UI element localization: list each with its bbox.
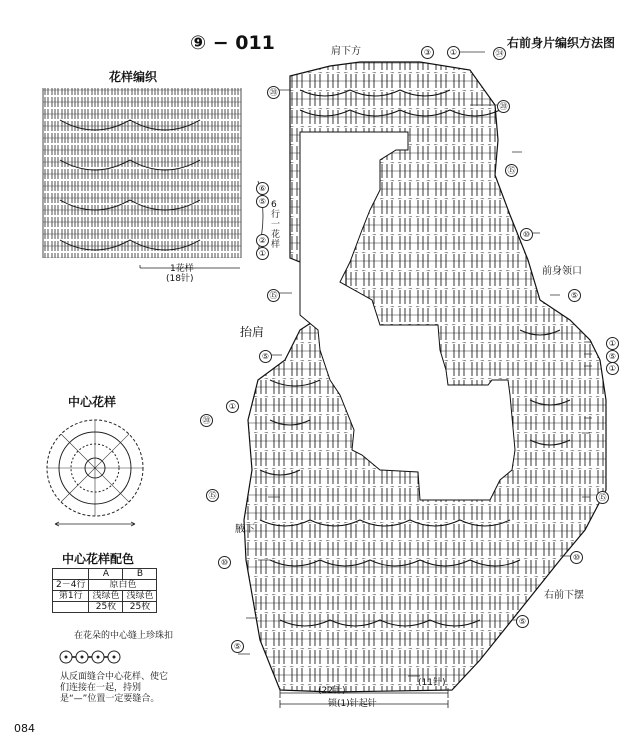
row-marker: ⑤ [606,350,619,363]
swatch-row-marker: ⑥ [256,182,269,195]
row-marker: ⑩ [520,228,533,241]
row-marker: ① [226,400,239,413]
col-b-header: B [123,569,157,580]
flower-row [60,651,120,663]
swatch-row-marker: ⑤ [256,195,269,208]
motif-color-title: 中心花样配色 [62,552,135,566]
row2-a: 浅绿色 [89,591,123,602]
row-marker: ③ [421,46,434,59]
width-22-label: (22针) [318,686,346,696]
cast-on-label: 锁(1)针起针 [328,699,377,709]
page-number: 084 [14,722,35,735]
swatch-row-marker: ① [256,247,269,260]
front-hem-label: 右前下摆 [544,590,584,601]
motif-color-table [52,568,157,613]
col-a-header: A [89,569,123,580]
row-marker: ⑮ [267,289,280,302]
row-marker: ⑤ [259,350,272,363]
center-motif-diagram [47,420,143,516]
row-marker: ⑮ [596,491,609,504]
row-marker: ⑳ [497,100,510,113]
swatch-repeat-bottom: 1花样 [170,264,194,274]
width-11-label: (11针) [418,678,446,688]
row-marker: ① [447,46,460,59]
row-marker: ⑳ [200,414,213,427]
row-marker: ⑮ [206,489,219,502]
row-marker: ⑩ [570,551,583,564]
swatch-chart [43,88,241,258]
underarm-label: 腋下 [235,524,255,535]
swatch-repeat-stitches: (18针) [166,274,194,284]
row-marker: ⑳ [267,86,280,99]
row-marker: ⑤ [516,615,529,628]
count-b: 25枚 [123,602,157,613]
row-marker: ㉔ [493,47,506,60]
row-marker: ① [606,337,619,350]
row1-value: 原白色 [89,580,157,591]
row-marker: ① [606,362,619,375]
row-marker: ⑤ [231,640,244,653]
swatch-title: 花样编织 [109,70,158,84]
row1-label: 2－4行 [53,580,89,591]
row-marker: ⑤ [568,289,581,302]
row2-label: 第1行 [53,591,89,602]
swatch-repeat-side: 6行一花样 [271,200,281,250]
center-motif-title: 中心花样 [68,395,117,409]
shoulder-label: 肩下方 [331,46,361,57]
right-front-title: 右前身片编织方法图 [507,36,616,50]
pearl-button-note: 在花朵的中心缝上珍珠扣 [74,631,174,641]
swatch-row-marker: ② [256,234,269,247]
raise-shoulder-label: 抬肩 [240,325,265,339]
count-a: 25枚 [89,602,123,613]
pattern-number: ⑨ − 011 [190,32,275,54]
row-marker: ⑮ [505,164,518,177]
neckline-label: 前身领口 [542,266,582,277]
row-marker: ⑩ [218,556,231,569]
row2-b: 浅绿色 [123,591,157,602]
sewing-note: 从反面缝合中心花样、使它们连接在一起，持别是“—”位置一定要缝合。 [60,672,169,704]
